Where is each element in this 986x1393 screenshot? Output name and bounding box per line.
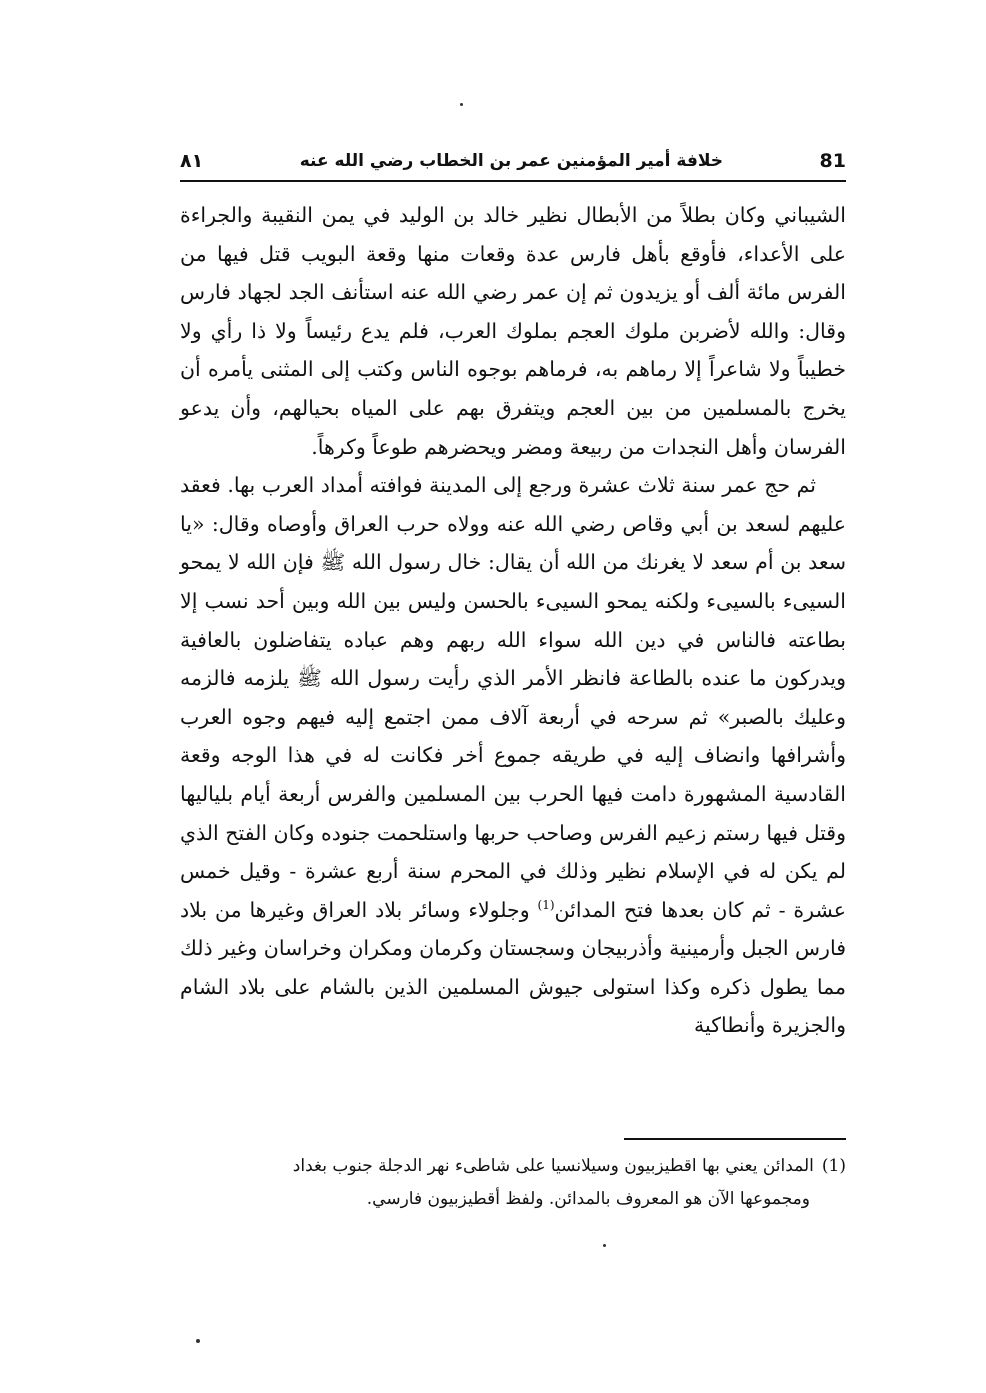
scan-speck	[196, 1339, 200, 1343]
main-text	[180, 196, 846, 1045]
footnote-text-1: المدائن يعني بها اقطيزبيون وسيلانسيا على شاطىء نهر الدجلة جنوب بغداد	[292, 1156, 814, 1176]
footnote	[180, 1150, 846, 1216]
footnote-line-2: ومجموعها الآن هو المعروف بالمدائن. ولفظ أقطيزبيون فارسي.	[366, 1189, 810, 1209]
footnote-reference[interactable]: (1)	[537, 897, 555, 912]
paragraph-2	[180, 466, 846, 1045]
footnote-number: (1)	[821, 1156, 846, 1176]
scan-speck	[603, 1244, 606, 1247]
page-number-arabic-western: 81	[819, 150, 846, 172]
paragraph-2-part-2: وجلولاء وسائر بلاد العراق وغيرها من بلاد فارس الجبل وأرمينية وأذربيجان وسجستان وكرمان ومكران وخراسان وغير ذلك مما يطول ذكره وكذا استولى جيوش المسلمين الذين بالشام على بلاد الشام والجزيرة وأنطاكية	[180, 897, 846, 1038]
scan-speck	[460, 103, 463, 106]
paragraph-2-part-1: ثم حج عمر سنة ثلاث عشرة ورجع إلى المدينة فوافته أمداد العرب بها. فعقد عليهم لسعد بن أبي وقاص رضي الله عنه وولاه حرب العراق وأوصاه وقال: «يا سعد بن أم سعد لا يغرنك من الله أن يقال: خال رسول الله ﷺ فإن الله لا يمحو السيىء بالسيىء ولكنه يمحو السيىء بالحسن وليس بين الله وبين أحد نسب إلا بطاعته فالناس في دين الله سواء الله ربهم وهم عباده يتفاضلون بالعافية ويدركون ما عنده بالطاعة فانظر الأمر الذي رأيت رسول الله ﷺ يلزمه فالزمه وعليك بالصبر» ثم سرحه في أربعة آلاف ممن اجتمع إليه فيهم وجوه العرب وأشرافها وانضاف إليه في طريقه جموع أخر فكانت له في هذا الوجه وقعة القادسية المشهورة دامت فيها الحرب بين المسلمين والفرس أربعة أيام بلياليها وقتل فيها رستم زعيم الفرس وصاحب حربها واستلحمت جنوده وكان الفتح الذي لم يكن له في الإسلام نظير وذلك في المحرم سنة أربع عشرة - وقيل خمس عشرة - ثم كان بعدها فتح المدائن	[180, 473, 846, 922]
footnote-line-1	[180, 1150, 846, 1183]
page-number-arabic-indic: ٨١	[180, 150, 204, 172]
running-header	[180, 142, 846, 182]
running-title: خلافة أمير المؤمنين عمر بن الخطاب رضي الله عنه	[299, 151, 724, 171]
footnote-separator	[624, 1138, 846, 1140]
paragraph-1: الشيباني وكان بطلاً من الأبطال نظير خالد بن الوليد في يمن النقيبة والجراءة على الأعداء، فأوقع بأهل فارس عدة وقعات منها وقعة البويب قتل فيها من الفرس مائة ألف أو يزيدون ثم إن عمر رضي الله عنه استأنف الجد لجهاد فارس وقال: والله لأضربن ملوك العجم بملوك العرب، فلم يدع رئيساً ولا ذا رأي ولا خطيباً ولا شاعراً إلا رماهم به، فرماهم بوجوه الناس وكتب إلى المثنى يأمره أن يخرج بالمسلمين من بين العجم ويتفرق بهم على المياه بحيالهم، وأن يدعو الفرسان وأهل النجدات من ربيعة ومضر ويحضرهم طوعاً وكرهاً.	[180, 203, 846, 459]
